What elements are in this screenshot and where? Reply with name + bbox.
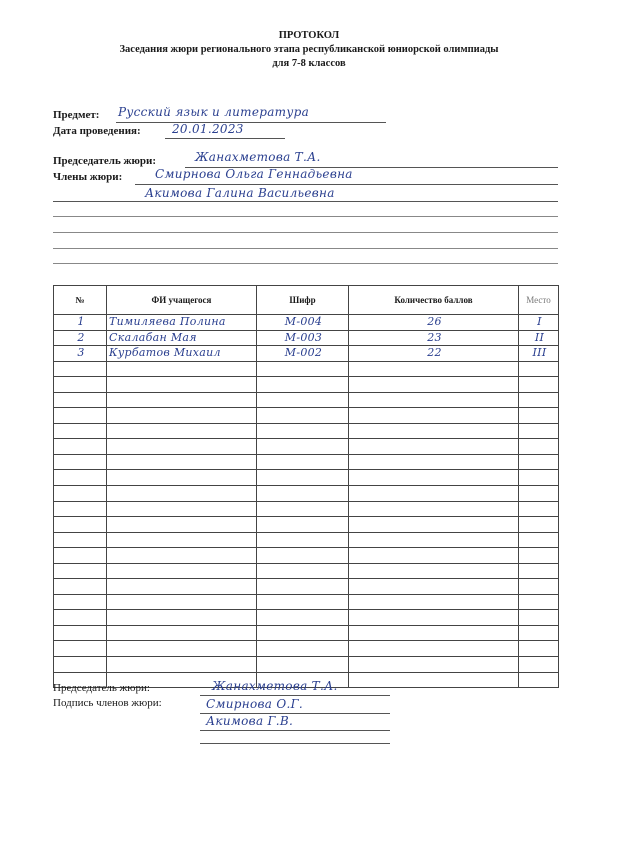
table-row — [54, 657, 559, 673]
table-cell-code — [257, 486, 349, 502]
cell-text-num: 3 — [77, 346, 85, 360]
member-1: Смирнова Ольга Геннадьевна — [155, 167, 353, 181]
header-number: № — [54, 286, 107, 315]
document-title: ПРОТОКОЛ — [278, 30, 340, 41]
table-cell-score — [349, 563, 519, 579]
document-subtitle-line1: Заседания жюри регионального этапа республиканской юниорской олимпиады — [119, 44, 499, 55]
table-row — [54, 579, 559, 595]
table-cell-place — [519, 377, 559, 393]
table-cell-num — [54, 408, 107, 424]
table-cell-num — [54, 610, 107, 626]
table-cell-score — [349, 517, 519, 533]
table-cell-place — [519, 346, 559, 362]
table-cell-score — [349, 672, 519, 688]
table-cell-num — [54, 641, 107, 657]
table-cell-num — [54, 423, 107, 439]
table-cell-score — [349, 610, 519, 626]
table-cell-num — [54, 377, 107, 393]
cell-text-code: М-003 — [284, 330, 323, 344]
table-cell-place — [519, 423, 559, 439]
table-row — [54, 594, 559, 610]
table-cell-place — [519, 486, 559, 502]
table-cell-name — [107, 315, 257, 331]
members-blank-line-2 — [53, 232, 558, 233]
table-cell-code — [257, 563, 349, 579]
table-cell-num — [54, 594, 107, 610]
date-label: Дата проведения: — [53, 125, 141, 137]
footer-members-label: Подпись членов жюри: — [53, 697, 162, 709]
table-cell-place — [519, 594, 559, 610]
table-cell-score — [349, 486, 519, 502]
table-cell-num — [54, 625, 107, 641]
cell-text-num: 1 — [77, 315, 85, 329]
table-row — [54, 625, 559, 641]
members-label: Члены жюри: — [53, 171, 123, 183]
cell-text-name: Курбатов Михаил — [109, 346, 221, 360]
cell-text-place: I — [537, 315, 542, 329]
table-row — [54, 315, 559, 331]
date-value: 20.01.2023 — [172, 122, 244, 136]
table-cell-name — [107, 439, 257, 455]
table-cell-score — [349, 392, 519, 408]
document-subtitle-line2: для 7-8 классов — [272, 58, 346, 69]
table-cell-name — [107, 346, 257, 362]
table-cell-code — [257, 377, 349, 393]
table-cell-place — [519, 657, 559, 673]
table-cell-code — [257, 408, 349, 424]
table-cell-num — [54, 563, 107, 579]
table-row — [54, 641, 559, 657]
table-cell-place — [519, 641, 559, 657]
table-cell-code — [257, 641, 349, 657]
footer-member-signature-1: Смирнова О.Г. — [206, 697, 303, 711]
table-cell-num — [54, 361, 107, 377]
table-cell-name — [107, 408, 257, 424]
table-cell-name — [107, 423, 257, 439]
table-cell-code — [257, 346, 349, 362]
footer-member-line-3 — [200, 743, 390, 744]
table-row — [54, 563, 559, 579]
members-underline-1 — [135, 184, 558, 185]
table-cell-place — [519, 579, 559, 595]
table-cell-place — [519, 330, 559, 346]
table-cell-place — [519, 625, 559, 641]
table-cell-name — [107, 392, 257, 408]
table-cell-code — [257, 330, 349, 346]
table-cell-code — [257, 423, 349, 439]
table-cell-name — [107, 610, 257, 626]
table-cell-score — [349, 439, 519, 455]
footer-chair-line — [200, 695, 390, 696]
table-cell-num — [54, 532, 107, 548]
footer-member-signature-2: Акимова Г.В. — [206, 714, 294, 728]
table-cell-code — [257, 594, 349, 610]
table-cell-name — [107, 517, 257, 533]
table-cell-score — [349, 454, 519, 470]
table-row — [54, 423, 559, 439]
table-cell-code — [257, 470, 349, 486]
table-cell-place — [519, 392, 559, 408]
table-cell-code — [257, 548, 349, 564]
table-cell-name — [107, 377, 257, 393]
members-blank-line-4 — [53, 263, 558, 264]
table-cell-score — [349, 594, 519, 610]
table-cell-name — [107, 532, 257, 548]
table-cell-name — [107, 454, 257, 470]
table-cell-code — [257, 361, 349, 377]
cell-text-score: 26 — [427, 315, 442, 329]
table-cell-num — [54, 470, 107, 486]
table-cell-code — [257, 501, 349, 517]
table-cell-name — [107, 594, 257, 610]
table-cell-name — [107, 330, 257, 346]
table-cell-num — [54, 439, 107, 455]
member-2: Акимова Галина Васильевна — [145, 186, 335, 200]
subject-label: Предмет: — [53, 109, 100, 121]
table-cell-code — [257, 439, 349, 455]
table-cell-place — [519, 672, 559, 688]
header-code: Шифр — [257, 286, 349, 315]
table-row — [54, 454, 559, 470]
table-row — [54, 361, 559, 377]
table-cell-name — [107, 361, 257, 377]
table-cell-score — [349, 625, 519, 641]
cell-text-name: Тимиляева Полина — [109, 315, 226, 329]
table-cell-score — [349, 641, 519, 657]
table-cell-num — [54, 346, 107, 362]
table-cell-name — [107, 579, 257, 595]
table-cell-score — [349, 470, 519, 486]
table-cell-score — [349, 423, 519, 439]
table-cell-name — [107, 501, 257, 517]
table-cell-name — [107, 625, 257, 641]
table-cell-place — [519, 563, 559, 579]
date-underline — [165, 138, 285, 139]
table-cell-score — [349, 548, 519, 564]
table-cell-score — [349, 346, 519, 362]
table-cell-place — [519, 532, 559, 548]
cell-text-score: 23 — [427, 330, 442, 344]
table-cell-place — [519, 361, 559, 377]
cell-text-code: М-004 — [284, 315, 323, 329]
members-underline-2 — [53, 201, 558, 202]
table-row — [54, 532, 559, 548]
subject-value: Русский язык и литература — [118, 105, 310, 119]
table-cell-num — [54, 486, 107, 502]
table-cell-name — [107, 486, 257, 502]
table-row — [54, 377, 559, 393]
table-cell-score — [349, 377, 519, 393]
table-cell-place — [519, 610, 559, 626]
table-cell-score — [349, 532, 519, 548]
cell-text-code: М-002 — [284, 346, 323, 360]
table-row — [54, 486, 559, 502]
table-cell-score — [349, 657, 519, 673]
chair-value: Жанахметова Т.А. — [195, 150, 321, 164]
table-row — [54, 439, 559, 455]
footer-member-line-2 — [200, 730, 390, 731]
table-cell-place — [519, 408, 559, 424]
table-cell-code — [257, 315, 349, 331]
footer-chair-label: Председатель жюри: — [53, 682, 150, 694]
members-blank-line-3 — [53, 248, 558, 249]
table-cell-name — [107, 657, 257, 673]
cell-text-place: III — [532, 346, 547, 360]
table-cell-score — [349, 361, 519, 377]
table-cell-place — [519, 517, 559, 533]
table-cell-name — [107, 548, 257, 564]
table-row — [54, 392, 559, 408]
header-student-name: ФИ учащегося — [107, 286, 257, 315]
table-cell-name — [107, 563, 257, 579]
members-blank-line-1 — [53, 216, 558, 217]
table-cell-code — [257, 657, 349, 673]
table-cell-score — [349, 315, 519, 331]
subject-underline — [116, 122, 386, 123]
cell-text-num: 2 — [77, 330, 85, 344]
table-cell-code — [257, 392, 349, 408]
table-cell-num — [54, 454, 107, 470]
header-score: Количество баллов — [349, 286, 519, 315]
table-cell-code — [257, 532, 349, 548]
cell-text-score: 22 — [427, 346, 442, 360]
table-cell-code — [257, 579, 349, 595]
table-cell-num — [54, 501, 107, 517]
table-cell-score — [349, 408, 519, 424]
table-cell-num — [54, 392, 107, 408]
table-cell-place — [519, 454, 559, 470]
table-cell-score — [349, 501, 519, 517]
table-cell-code — [257, 625, 349, 641]
table-cell-place — [519, 315, 559, 331]
table-header-row — [54, 286, 559, 315]
table-row — [54, 470, 559, 486]
table-row — [54, 330, 559, 346]
table-cell-name — [107, 470, 257, 486]
table-cell-score — [349, 579, 519, 595]
table-row — [54, 517, 559, 533]
table-cell-place — [519, 548, 559, 564]
table-cell-place — [519, 501, 559, 517]
table-cell-code — [257, 454, 349, 470]
table-cell-num — [54, 548, 107, 564]
table-cell-num — [54, 517, 107, 533]
cell-text-name: Скалабан Мая — [109, 330, 197, 344]
table-cell-num — [54, 330, 107, 346]
table-cell-place — [519, 439, 559, 455]
table-cell-code — [257, 610, 349, 626]
table-row — [54, 610, 559, 626]
chair-label: Председатель жюри: — [53, 155, 157, 167]
results-table — [53, 285, 559, 688]
table-row — [54, 408, 559, 424]
table-cell-num — [54, 579, 107, 595]
table-row — [54, 548, 559, 564]
table-cell-score — [349, 330, 519, 346]
table-cell-num — [54, 657, 107, 673]
table-cell-name — [107, 641, 257, 657]
table-cell-code — [257, 517, 349, 533]
table-row — [54, 501, 559, 517]
cell-text-place: II — [534, 330, 545, 344]
table-row — [54, 346, 559, 362]
header-place: Место — [519, 286, 559, 315]
table-cell-place — [519, 470, 559, 486]
table-cell-num — [54, 315, 107, 331]
footer-chair-signature: Жанахметова Т.А. — [212, 679, 338, 693]
